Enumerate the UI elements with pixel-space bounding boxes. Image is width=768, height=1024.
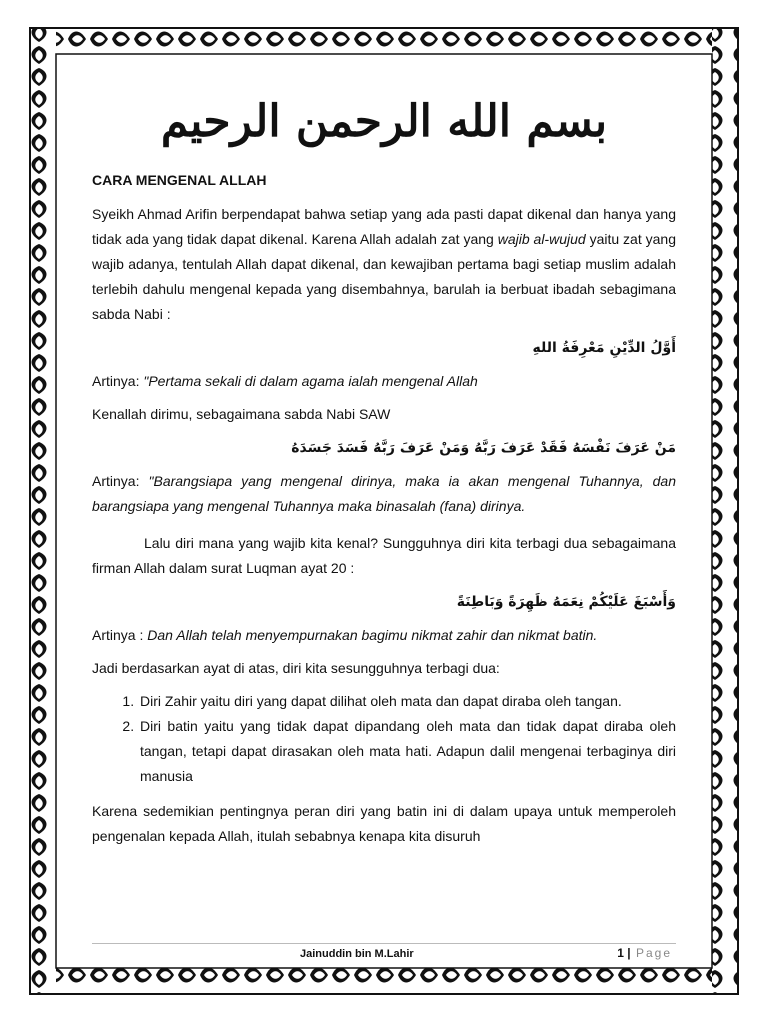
page-number <box>617 946 672 960</box>
arabic-verse-luqman: وَأَسْبَغَ عَلَيْكُمْ نِعَمَهُ ظَهِرَةً وَبَاطِنَةً <box>456 594 676 610</box>
numbered-list <box>92 689 676 789</box>
paragraph-kenallah: Kenallah dirimu, sebagaimana sabda Nabi SAW <box>92 406 391 422</box>
paragraph-closing: Karena sedemikian pentingnya peran diri yang batin ini di dalam upaya untuk memperoleh pengenalan kepada Allah, itulah sebabnya kenapa kita disuruh <box>92 803 676 844</box>
footer-divider <box>92 943 676 944</box>
page-separator: | <box>627 946 631 960</box>
translation-3: Artinya : Dan Allah telah menyempurnakan bagimu nikmat zahir dan nikmat batin. <box>92 627 598 643</box>
page-body <box>92 70 676 849</box>
page-label: Page <box>635 946 672 960</box>
italic-term: wajib al-wujud <box>497 231 586 247</box>
list-item: 1. Diri Zahir yaitu diri yang dapat dilihat oleh mata dan dapat diraba oleh tangan. <box>138 689 676 714</box>
arabic-hadith-2: مَنْ عَرَفَ نَفْسَهُ فَقَدْ عَرَفَ رَبَّهُ وَمَنْ عَرَفَ رَبَّهُ فَسَدَ جَسَدَهُ <box>291 440 676 456</box>
page-title: CARA MENGENAL ALLAH <box>92 172 267 188</box>
translation-1: Artinya: "Pertama sekali di dalam agama ialah mengenal Allah <box>92 373 478 389</box>
page-number-value: 1 <box>617 946 624 960</box>
translation-2: Artinya: "Barangsiapa yang mengenal dirinya, maka ia akan mengenal Tuhannya, dan barangsiapa yang mengenal Tuhannya maka binasalah (fana) dirinya. <box>92 473 676 514</box>
paragraph-conclusion: Jadi berdasarkan ayat di atas, diri kita sesungguhnya terbagi dua: <box>92 660 500 676</box>
paragraph-intro: Syeikh Ahmad Arifin berpendapat bahwa setiap yang ada pasti dapat dikenal dan hanya yang tidak ada yang tidak dapat dikenal. Karena Allah adalah zat yang wajib al-wujud yaitu zat yang wajib adanya, tentulah Allah dapat dikenal, dan kewajiban pertama bagi setiap muslim adalah terlebih dahulu mengenal kepada yang disembahnya, barulah ia berbuat ibadah sebagimana sabda Nabi : <box>92 206 677 322</box>
footer-author: Jainuddin bin M.Lahir <box>300 948 414 960</box>
list-item: 2. Diri batin yaitu yang tidak dapat dipandang oleh mata dan tidak dapat diraba oleh tangan, tetapi dapat dirasakan oleh mata hati. Adapun dalil mengenai terbaginya diri manusia <box>138 714 676 789</box>
basmala-calligraphy: بسم الله الرحمن الرحيم <box>160 96 608 147</box>
arabic-hadith-1: أَوَّلُ الدِّيْنِ مَعْرِفَةُ اللهِ <box>532 340 676 356</box>
paragraph-luqman: Lalu diri mana yang wajib kita kenal? Sungguhnya diri kita terbagi dua sebagaimana firman Allah dalam surat Luqman ayat 20 : <box>92 535 676 576</box>
